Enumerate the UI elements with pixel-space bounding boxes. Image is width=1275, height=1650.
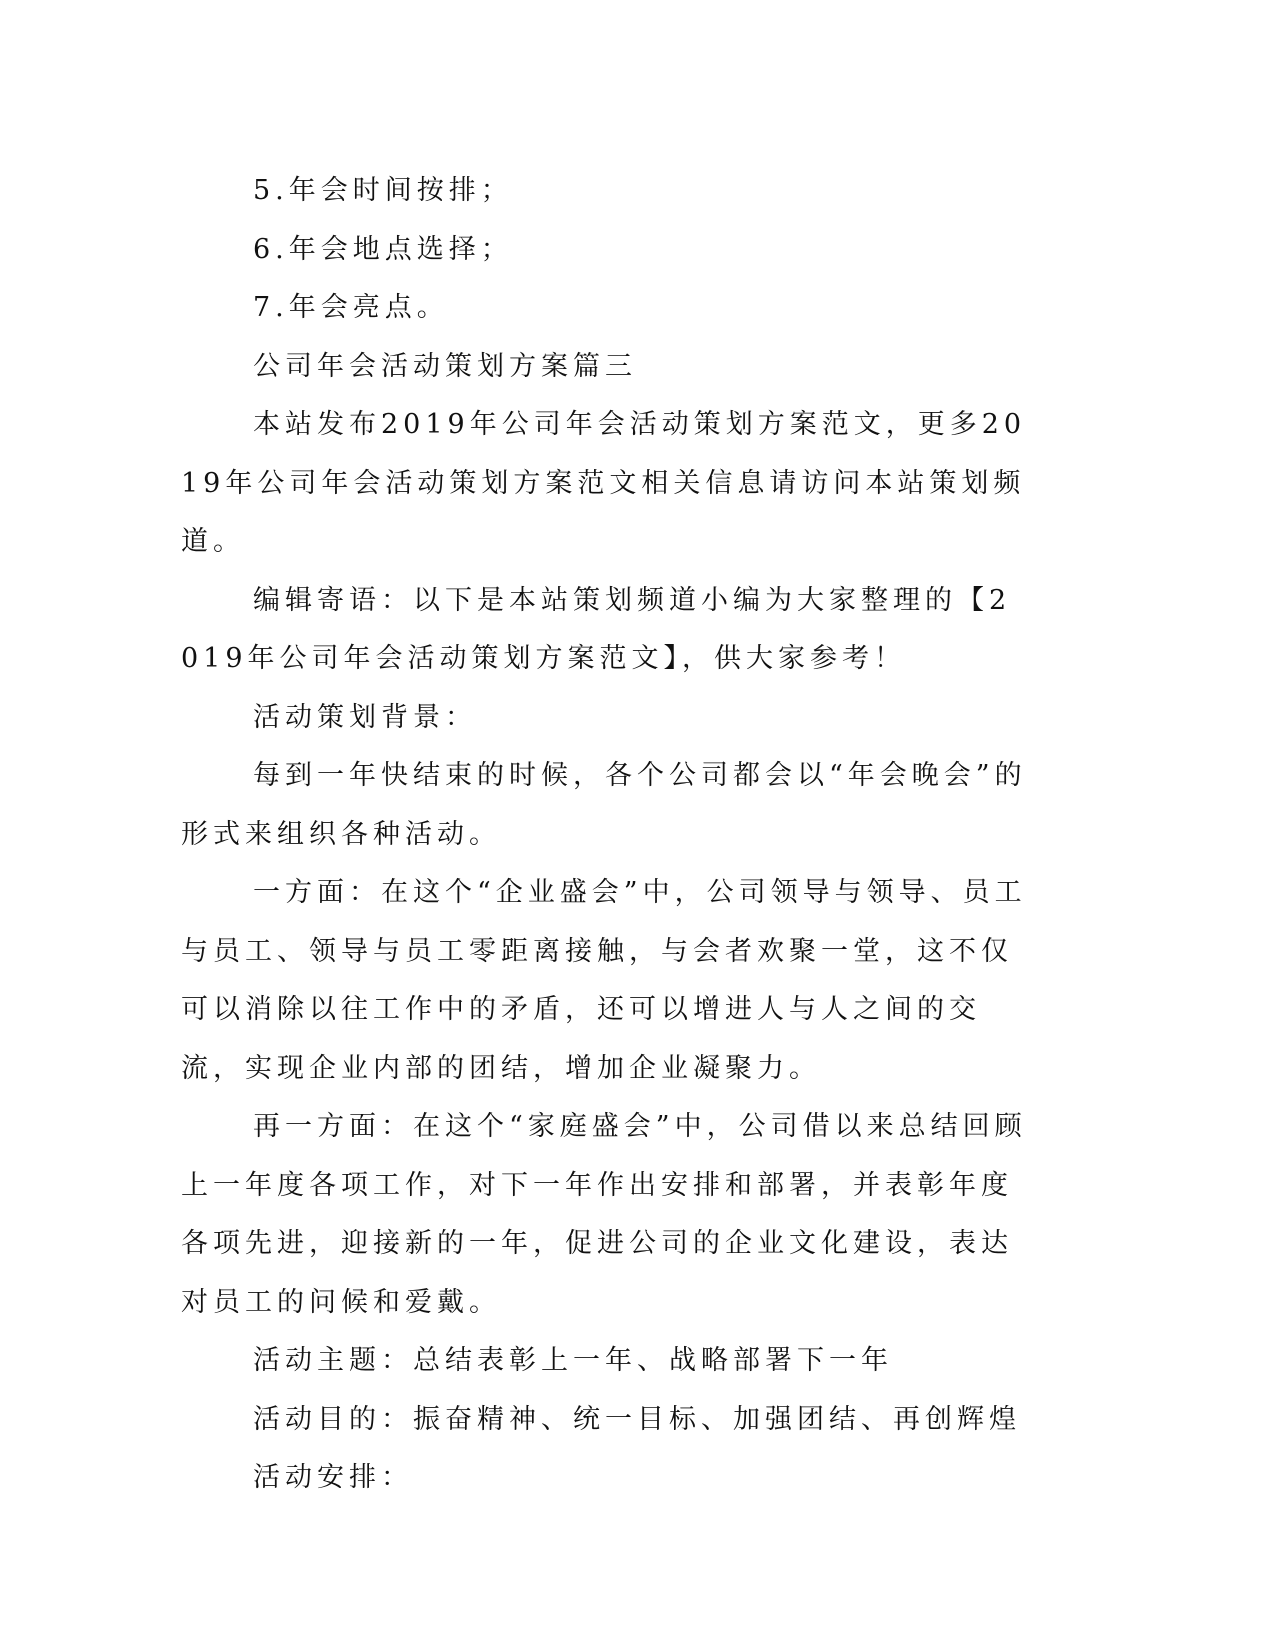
background-paragraph: 每到一年快结束的时候，各个公司都会以“年会晚会”的形式来组织各种活动。: [181, 760, 1027, 850]
theme-line: 活动主题：总结表彰上一年、战略部署下一年: [253, 1345, 893, 1376]
intro-paragraph: 本站发布2019年公司年会活动策划方案范文，更多2019年公司年会活动策划方案范文相关信息请访问本站策划频道。: [181, 409, 1027, 557]
list-item-highlights: 7.年会亮点。: [253, 292, 449, 323]
section-heading: 公司年会活动策划方案篇三: [253, 350, 637, 382]
arrangement-heading: 活动安排：: [253, 1462, 413, 1493]
first-aspect-paragraph: 一方面：在这个“企业盛会”中，公司领导与领导、员工与员工、领导与员工零距离接触，与会者欢聚一堂，这不仅可以消除以往工作中的矛盾，还可以增进人与人之间的交流，实现企业内部的团结，增加企业凝聚力。: [181, 877, 1027, 1084]
second-aspect-paragraph: 再一方面：在这个“家庭盛会”中，公司借以来总结回顾上一年度各项工作，对下一年作出安排和部署，并表彰年度各项先进，迎接新的一年，促进公司的企业文化建设，表达对员工的问候和爱戴。: [181, 1111, 1027, 1318]
background-heading: 活动策划背景：: [253, 701, 477, 733]
list-item-venue: 6.年会地点选择；: [253, 233, 513, 265]
list-item-schedule: 5.年会时间按排；: [253, 175, 513, 206]
purpose-line: 活动目的：振奋精神、统一目标、加强团结、再创辉煌: [253, 1403, 1021, 1435]
document-body: [181, 162, 1031, 1508]
editor-note-paragraph: 编辑寄语：以下是本站策划频道小编为大家整理的【2019年公司年会活动策划方案范文】，供大家参考！: [181, 584, 1012, 674]
